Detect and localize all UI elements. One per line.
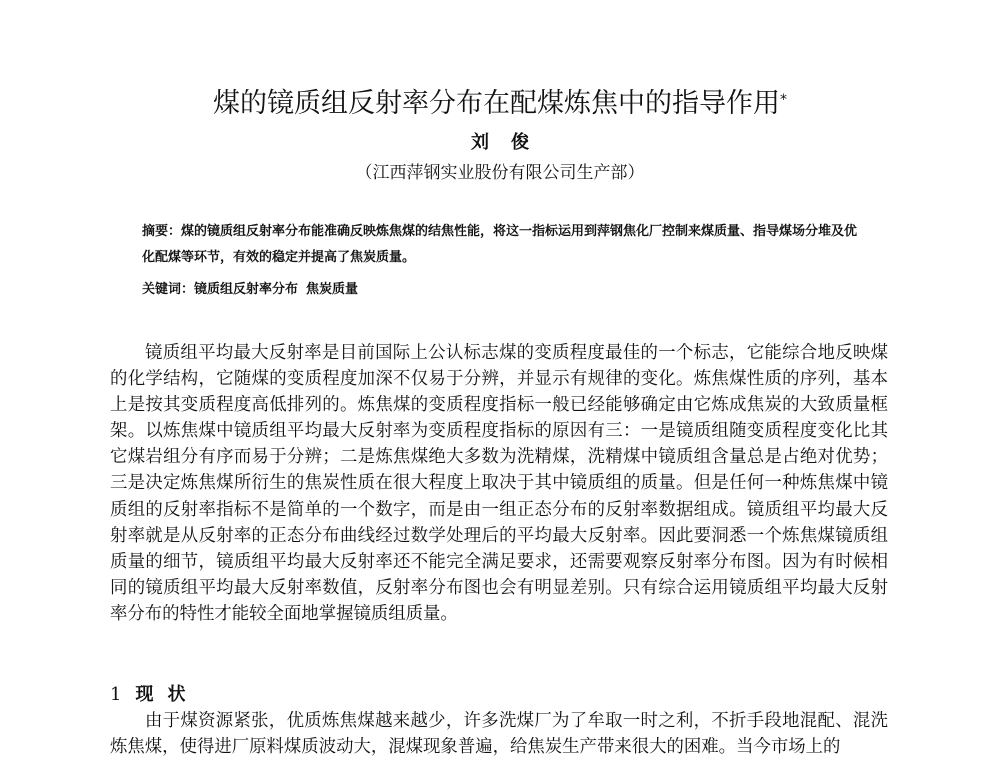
abstract-label: 摘要： — [142, 224, 182, 239]
paper-title — [0, 84, 1000, 124]
keyword: 镜质组反射率分布 — [194, 282, 299, 297]
abstract-text: 煤的镜质组反射率分布能准确反映炼焦煤的结焦性能，将这一指标运用到萍钢焦化厂控制来煤质量、指导煤场分堆及优化配煤等环节，有效的稳定并提高了焦炭质量。 — [142, 224, 858, 265]
keywords-label: 关键词： — [142, 282, 195, 297]
section-heading — [110, 682, 199, 708]
keywords — [142, 277, 862, 303]
section-paragraph: 由于煤资源紧张，优质炼焦煤越来越少，许多洗煤厂为了牟取一时之利，不折手段地混配、混洗炼焦煤，使得进厂原料煤质波动大，混煤现象普遍，给焦炭生产带来很大的困难。当今市场上的 — [110, 711, 888, 758]
abstract — [142, 219, 862, 271]
paper-title-text: 煤的镜质组反射率分布在配煤炼焦中的指导作用 — [213, 88, 780, 119]
author-name: 刘俊 — [471, 132, 551, 153]
section-title: 现状 — [135, 684, 200, 705]
section-number: 1 — [110, 684, 122, 705]
keyword: 焦炭质量 — [306, 282, 359, 297]
title-footnote-mark: * — [780, 92, 787, 108]
intro-paragraph: 镜质组平均最大反射率是目前国际上公认标志煤的变质程度最佳的一个标志，它能综合地反映煤的化学结构，它随煤的变质程度加深不仅易于分辨，并显示有规律的变化。炼焦煤性质的序列，基本上是按其变质程度高低排列的。炼焦煤的变质程度指标一般已经能够确定由它炼成焦炭的大致质量框架。以炼焦煤中镜质组平均最大反射率为变质程度指标的原因有三：一是镜质组随变质程度变化比其它煤岩组分有序而易于分辨；二是炼焦煤绝大多数为洗精煤，洗精煤中镜质组含量总是占绝对优势；三是决定炼焦煤所衍生的焦炭性质在很大程度上取决于其中镜质组的质量。但是任何一种炼焦煤中镜质组的反射率指标不是简单的一个数字，而是由一组正态分布的反射率数据组成。镜质组平均最大反射率就是从反射率的正态分布曲线经过数学处理后的平均最大反射率。因此要洞悉一个炼焦煤镜质组质量的细节，镜质组平均最大反射率还不能完全满足要求，还需要观察反射率分布图。因为有时候相同的镜质组平均最大反射率数值，反射率分布图也会有明显差别。只有综合运用镜质组平均最大反射率分布的特性才能较全面地掌握镜质组质量。 — [110, 343, 888, 624]
author-affiliation: （江西萍钢实业股份有限公司生产部） — [355, 163, 645, 183]
